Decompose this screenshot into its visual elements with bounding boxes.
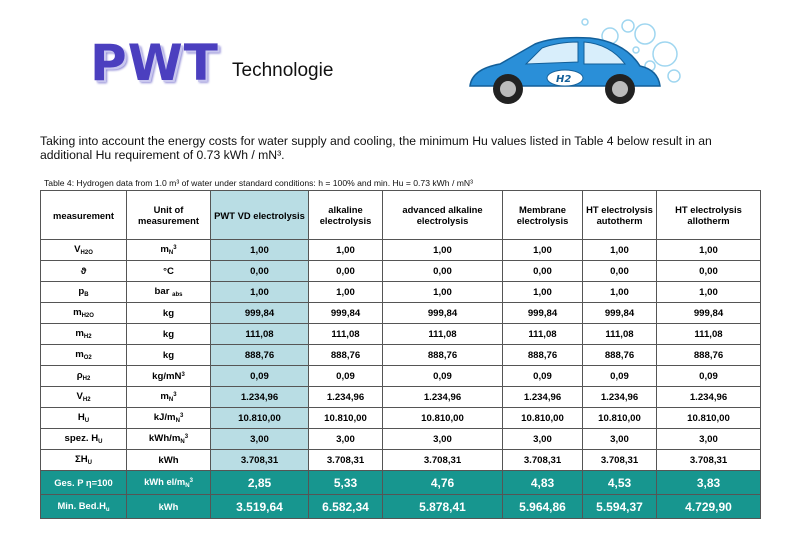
measurement-cell: $\rho_{H2}$: [41, 366, 127, 387]
table-row: [41, 450, 761, 471]
value-cell: 5,33: [309, 471, 383, 495]
value-cell: 4.729,90: [657, 495, 761, 519]
col-header-membrane: Membrane electrolysis: [503, 191, 583, 240]
value-cell: 0,00: [383, 261, 503, 282]
value-cell: 4,83: [503, 471, 583, 495]
measurement-cell: Min. $Bed.H_u$: [41, 495, 127, 519]
value-cell: 0,09: [383, 366, 503, 387]
value-cell: 111,08: [309, 324, 383, 345]
value-cell: 3,83: [657, 471, 761, 495]
col-header-measurement: measurement: [41, 191, 127, 240]
unit-cell: kWh/$m_N^3$: [127, 429, 211, 450]
page-title: Technologie: [232, 60, 334, 81]
pwt-logo: PWT: [90, 34, 219, 92]
measurement-cell: $m_{H2O}$: [41, 303, 127, 324]
value-cell: 3,00: [211, 429, 309, 450]
intro-paragraph: Taking into account the energy costs for water supply and cooling, the minimum Hu values listed in Table 4 below result in an additional Hu requirement of 0.73 kWh / mN³.: [40, 134, 712, 162]
value-cell: 0,00: [309, 261, 383, 282]
value-cell: 0,00: [583, 261, 657, 282]
car-badge: H2: [556, 74, 572, 85]
value-cell: 888,76: [583, 345, 657, 366]
value-cell: 888,76: [657, 345, 761, 366]
value-cell: 6.582,34: [309, 495, 383, 519]
unit-cell: kWh: [127, 450, 211, 471]
value-cell: 999,84: [211, 303, 309, 324]
table-row: [41, 303, 761, 324]
unit-cell: kg: [127, 324, 211, 345]
value-cell: 2,85: [211, 471, 309, 495]
value-cell: 111,08: [503, 324, 583, 345]
table-caption: Table 4: Hydrogen data from 1.0 m³ of water under standard conditions: h = 100% and min. Hu = 0.73 kWh / mN³: [44, 178, 473, 188]
unit-cell: kWh: [127, 495, 211, 519]
unit-cell: kg: [127, 303, 211, 324]
value-cell: 1,00: [503, 240, 583, 261]
value-cell: 1.234,96: [657, 387, 761, 408]
table-row: [41, 282, 761, 303]
value-cell: 999,84: [657, 303, 761, 324]
unit-cell: $kJ/m_N^3$: [127, 408, 211, 429]
value-cell: 3.708,31: [211, 450, 309, 471]
value-cell: 1.234,96: [503, 387, 583, 408]
table-row: [41, 261, 761, 282]
measurement-cell: ϑ: [41, 261, 127, 282]
value-cell: 3,00: [583, 429, 657, 450]
measurement-cell: $p_B$: [41, 282, 127, 303]
value-cell: 3,00: [657, 429, 761, 450]
measurement-cell: $V_{H2O}$: [41, 240, 127, 261]
value-cell: 1,00: [583, 240, 657, 261]
value-cell: 10.810,00: [583, 408, 657, 429]
value-cell: 0,09: [309, 366, 383, 387]
table-row: [41, 366, 761, 387]
value-cell: 111,08: [211, 324, 309, 345]
value-cell: 1,00: [309, 282, 383, 303]
value-cell: 0,00: [657, 261, 761, 282]
col-header-ht-autotherm: HT electrolysis autotherm: [583, 191, 657, 240]
measurement-cell: $V_{H2}$: [41, 387, 127, 408]
value-cell: 1.234,96: [583, 387, 657, 408]
measurement-cell: $H_U$: [41, 408, 127, 429]
table-row: [41, 345, 761, 366]
value-cell: 1,00: [503, 282, 583, 303]
unit-cell: bar $_{abs}$: [127, 282, 211, 303]
col-header-advanced-alkaline: advanced alkaline electrolysis: [383, 191, 503, 240]
value-cell: 1,00: [383, 240, 503, 261]
value-cell: 0,00: [503, 261, 583, 282]
unit-cell: kg: [127, 345, 211, 366]
col-header-pwt: PWT VD electrolysis: [211, 191, 309, 240]
hydrogen-data-table: [40, 190, 761, 519]
unit-cell: kWh $el/m_N^3$: [127, 471, 211, 495]
value-cell: 3,00: [309, 429, 383, 450]
table-row: [41, 324, 761, 345]
value-cell: 999,84: [503, 303, 583, 324]
value-cell: 111,08: [583, 324, 657, 345]
value-cell: 0,00: [211, 261, 309, 282]
car-illustration: [460, 14, 700, 114]
value-cell: 10.810,00: [503, 408, 583, 429]
value-cell: 5.594,37: [583, 495, 657, 519]
value-cell: 1.234,96: [309, 387, 383, 408]
value-cell: 3.708,31: [503, 450, 583, 471]
value-cell: 999,84: [583, 303, 657, 324]
value-cell: 999,84: [309, 303, 383, 324]
unit-cell: $kg/mN^3$: [127, 366, 211, 387]
value-cell: 888,76: [309, 345, 383, 366]
value-cell: 999,84: [383, 303, 503, 324]
value-cell: 3.708,31: [383, 450, 503, 471]
value-cell: 1,00: [383, 282, 503, 303]
table-header-row: [41, 191, 761, 240]
value-cell: 0,09: [583, 366, 657, 387]
table-row: [41, 387, 761, 408]
value-cell: 0,09: [503, 366, 583, 387]
value-cell: 888,76: [211, 345, 309, 366]
value-cell: 10.810,00: [211, 408, 309, 429]
measurement-cell: $m_{H2}$: [41, 324, 127, 345]
measurement-cell: $m_{O2}$: [41, 345, 127, 366]
value-cell: 111,08: [657, 324, 761, 345]
value-cell: 888,76: [383, 345, 503, 366]
col-header-unit: Unit of measurement: [127, 191, 211, 240]
value-cell: 1,00: [211, 240, 309, 261]
unit-cell: $m_N^3$: [127, 387, 211, 408]
value-cell: 1,00: [211, 282, 309, 303]
table-row: [41, 408, 761, 429]
table-row: [41, 240, 761, 261]
value-cell: 10.810,00: [657, 408, 761, 429]
value-cell: 4,76: [383, 471, 503, 495]
value-cell: 10.810,00: [309, 408, 383, 429]
value-cell: 10.810,00: [383, 408, 503, 429]
value-cell: 1.234,96: [211, 387, 309, 408]
value-cell: 3.519,64: [211, 495, 309, 519]
value-cell: 0,09: [657, 366, 761, 387]
summary-row: [41, 495, 761, 519]
measurement-cell: Ges. P η=100: [41, 471, 127, 495]
value-cell: 1,00: [309, 240, 383, 261]
value-cell: 5.878,41: [383, 495, 503, 519]
value-cell: 3,00: [503, 429, 583, 450]
value-cell: 888,76: [503, 345, 583, 366]
value-cell: 3.708,31: [583, 450, 657, 471]
unit-cell: $m_N^3$: [127, 240, 211, 261]
col-header-ht-allotherm: HT electrolysis allotherm: [657, 191, 761, 240]
value-cell: 1,00: [657, 282, 761, 303]
table-row: [41, 429, 761, 450]
summary-row: [41, 471, 761, 495]
measurement-cell: $\Sigma H_U$: [41, 450, 127, 471]
value-cell: 0,09: [211, 366, 309, 387]
value-cell: 5.964,86: [503, 495, 583, 519]
unit-cell: °C: [127, 261, 211, 282]
value-cell: 3.708,31: [309, 450, 383, 471]
value-cell: 111,08: [383, 324, 503, 345]
value-cell: 4,53: [583, 471, 657, 495]
value-cell: 3.708,31: [657, 450, 761, 471]
measurement-cell: spez. $H_U$: [41, 429, 127, 450]
value-cell: 1,00: [657, 240, 761, 261]
value-cell: 1,00: [583, 282, 657, 303]
col-header-alkaline: alkaline electrolysis: [309, 191, 383, 240]
value-cell: 3,00: [383, 429, 503, 450]
value-cell: 1.234,96: [383, 387, 503, 408]
